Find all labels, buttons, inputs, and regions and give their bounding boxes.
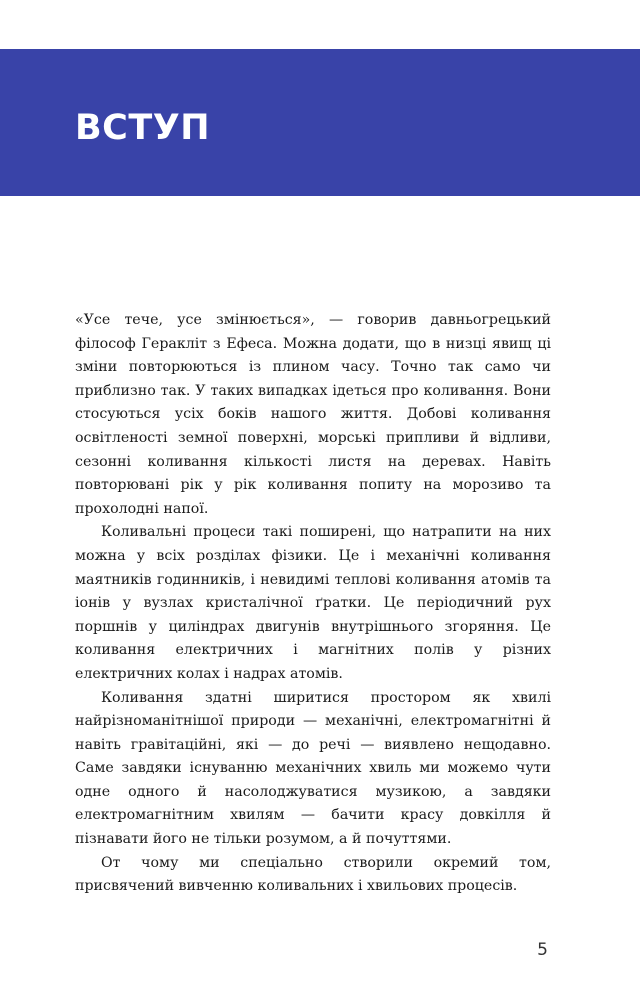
paragraph-1: «Усе тече, усе змінюється», — говорив давньогрецький філософ Геракліт з Ефеса. Можна додати, що в низці явищ ці зміни повторюються із плином часу. Точно так само чи приблизно так. У таких випадках ідеться про коливання. Вони стосуються усіх боків нашого життя. Добові коливання освітленості земної поверхні, морські припливи й відливи, сезонні коливання кількості листя на деревах. Навіть повторювані рік у рік коливання попиту на морозиво та прохолодні напої. (75, 312, 551, 517)
chapter-title: ВСТУП (75, 108, 211, 148)
page-number: 5 (537, 940, 548, 960)
paragraph-2: Коливальні процеси такі поширені, що натрапити на них можна у всіх розділах фізики. Це і механічні коливання маятників годинників, і невидимі теплові коливання атомів та іонів у вузлах кристалічної ґратки. Це періодичний рух поршнів у циліндрах двигунів внутрішнього згоряння. Це коливання електричних і магнітних полів у різних електричних колах і надрах атомів. (75, 524, 551, 682)
body-text (75, 309, 551, 899)
paragraph-4: От чому ми спеціально створили окремий том, присвячений вивченню коливальних і хвильових процесів. (75, 854, 551, 895)
paragraph-3: Коливання здатні ширитися простором як хвилі найрізноманітнішої природи — механічні, електромагнітні й навіть гравітаційні, які — до речі — виявлено нещодавно. Саме завдяки існуванню механічних хвиль ми можемо чути одне одного й насолоджуватися музикою, а завдяки електромагнітним хвилям — бачити красу довкілля й пізнавати його не тільки розумом, а й почуттями. (75, 689, 551, 848)
